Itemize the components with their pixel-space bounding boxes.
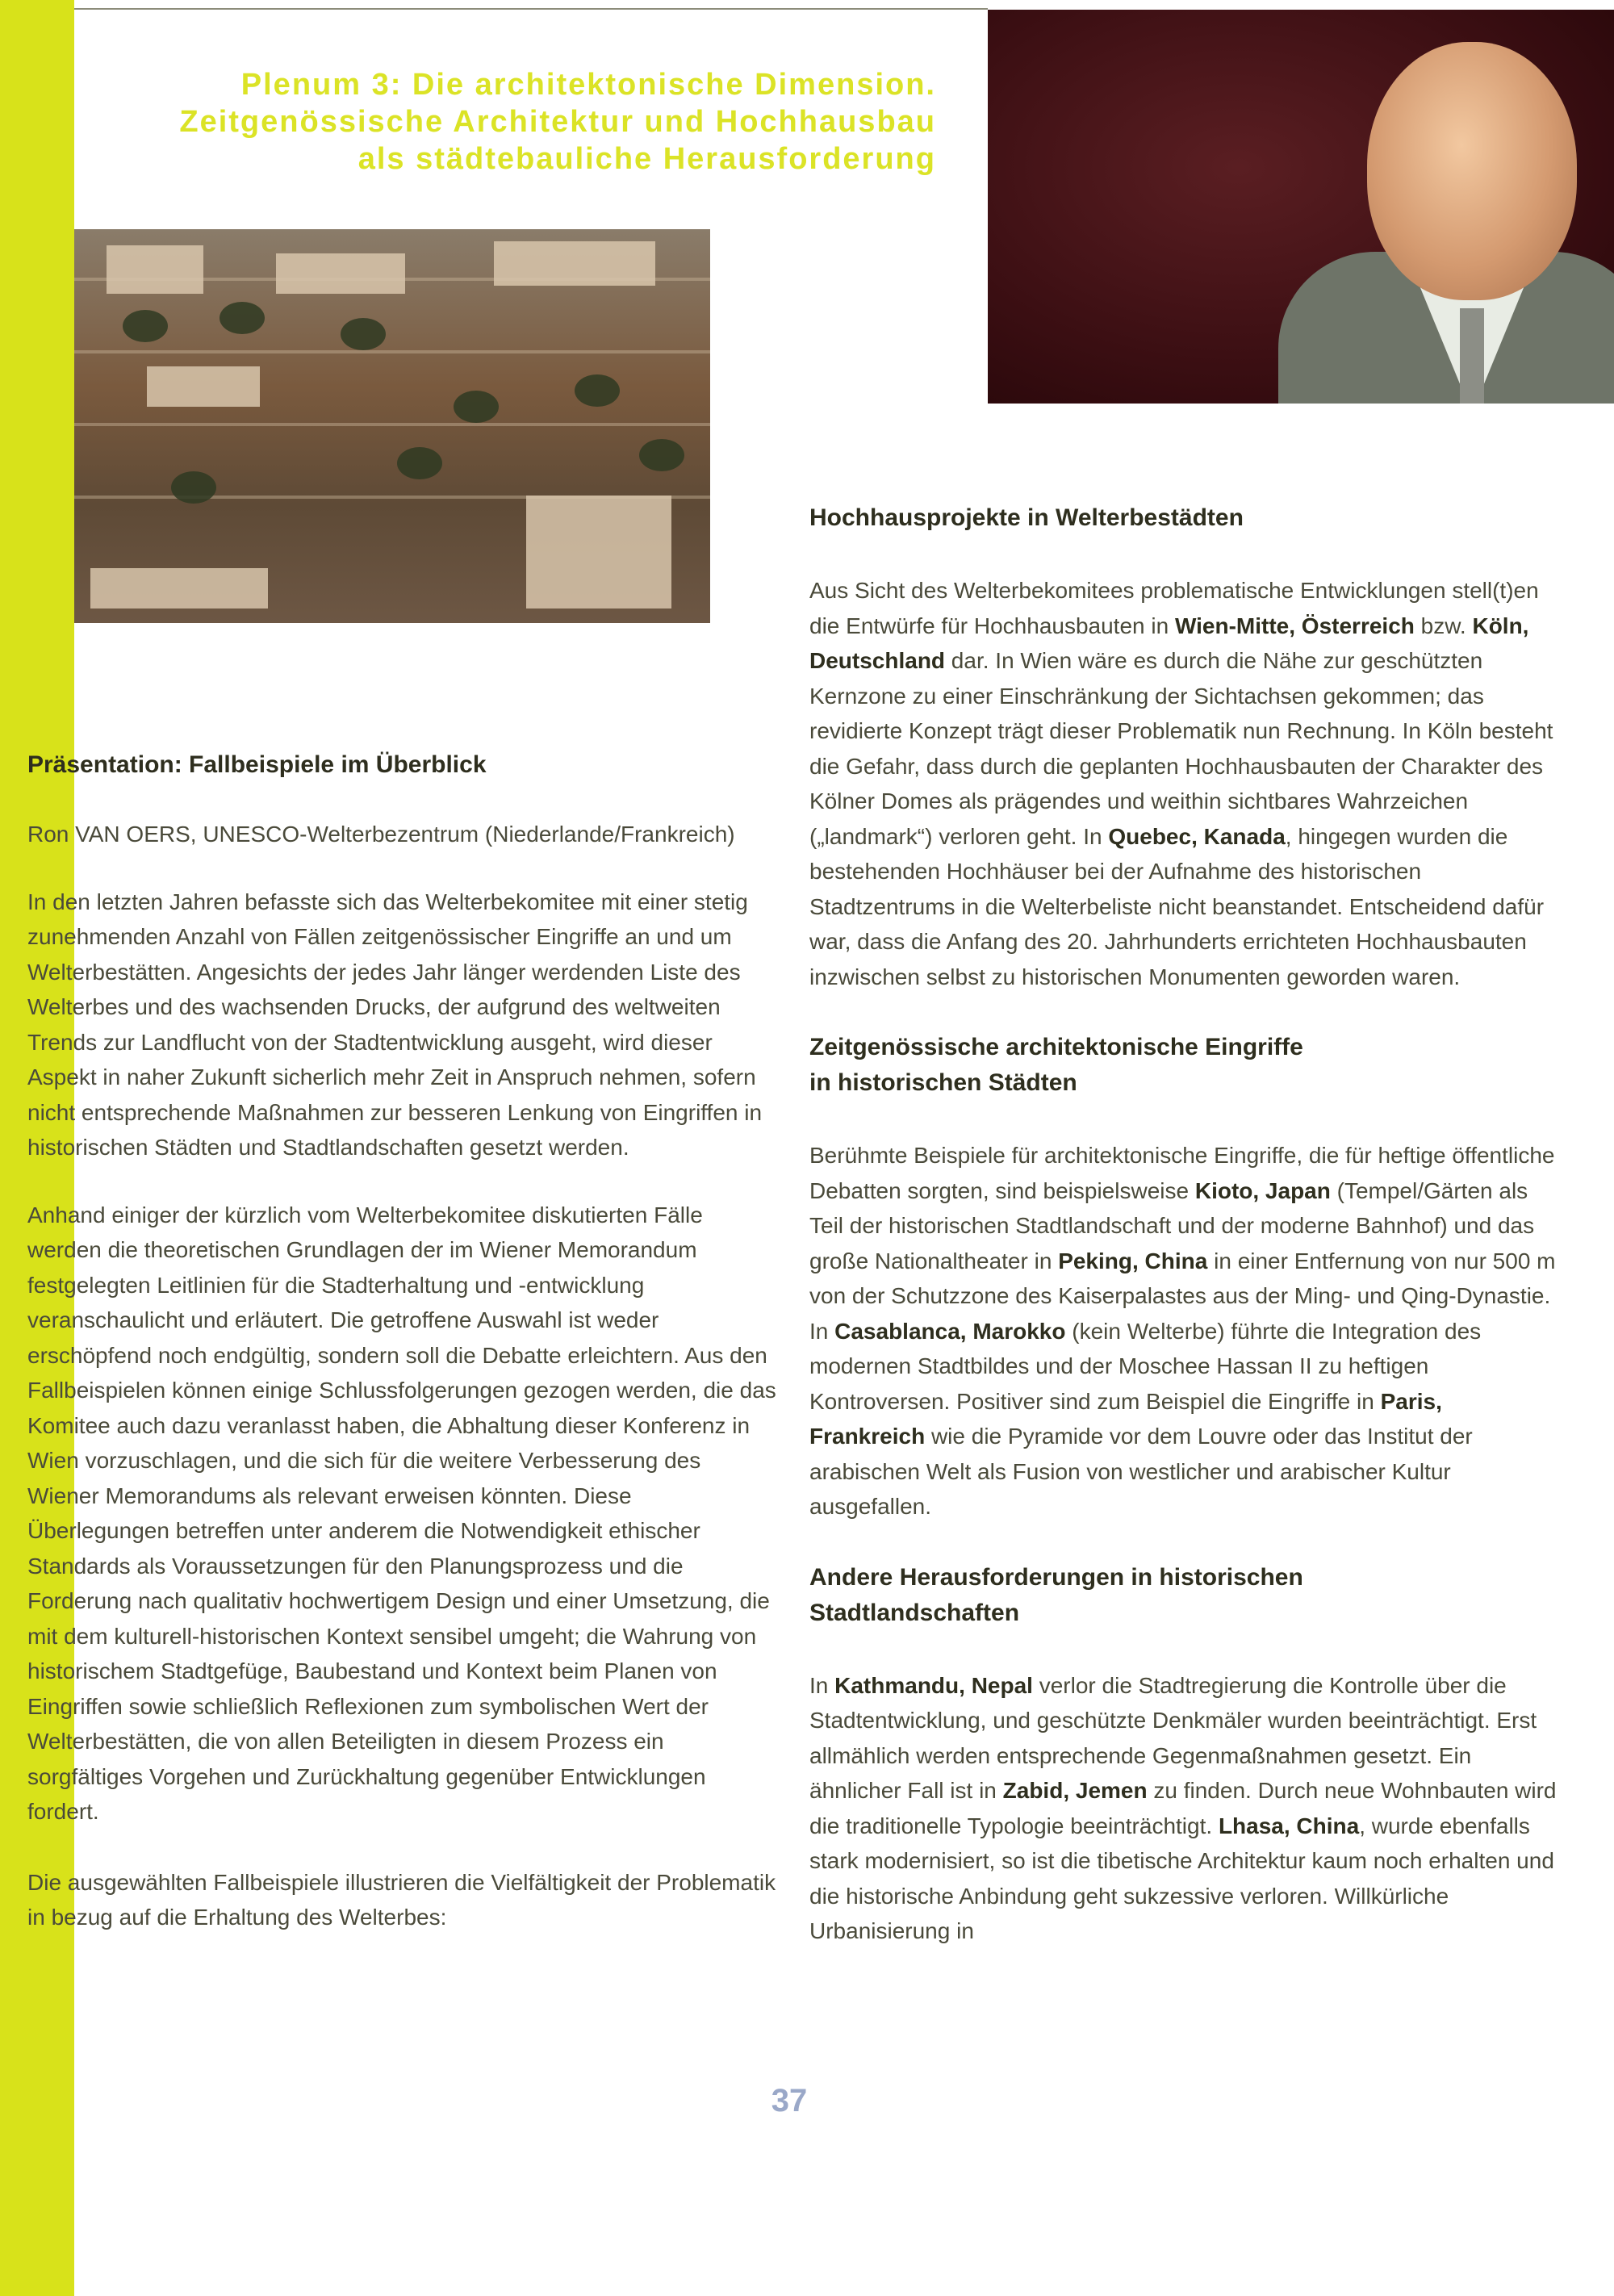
paragraph-interventions: Berühmte Beispiele für architektonische Eingriffe, die für heftige öffentliche Debatten sorgten, sind beispielsweise Kioto, Japan (Tempel/Gärten als Teil der historischen Stadtlandschaft und der moderne Bahnhof) und das große Nationaltheater in Peking, China in einer Entfernung von nur 500 m von der Schutzzone des Kaiserpalastes aus der Ming- und Qing-Dynastie. In Casablanca, Marokko (kein Welterbe) führte die Integration des modernen Stadtbildes und der Moschee Hassan II zu heftigen Kontroversen. Positiver sind zum Beispiel die Eingriffe in Paris, Frankreich wie die Pyramide vor dem Louvre oder das Institut der arabischen Welt als Fusion von westlicher und arabischer Kultur ausgefallen. — [809, 1143, 1556, 1519]
title-line-3: als städtebauliche Herausforderung — [358, 142, 936, 176]
page-number: 37 — [771, 2083, 808, 2118]
paragraph-intro: In den letzten Jahren befasste sich das Welterbekomitee mit einer stetig zunehmenden Anzahl von Fällen zeitgenössischer Eingriffe an und um Welterbestätten. Angesichts der jedes Jahr länger werdenden Liste des Welterbes und des wachsenden Drucks, der aufgrund des weltweiten Trends zur Landflucht von der Stadtentwicklung ausgeht, wird dieser Aspekt in naher Zukunft sicherlich mehr Zeit in Anspruch nehmen, sofern nicht entsprechende Maßnahmen zur besseren Lenkung von Eingriffen in historischen Städten und Stadtlandschaften gesetzt werden. — [27, 889, 763, 1160]
section-heading-interventions: Zeitgenössische architektonische Eingriffe in historischen Städten — [809, 1034, 1303, 1096]
paragraph-examples: Die ausgewählten Fallbeispiele illustrieren die Vielfältigkeit der Problematik in bezug auf die Erhaltung des Welterbes: — [27, 1869, 776, 1930]
paragraph-challenges: In Kathmandu, Nepal verlor die Stadtregierung die Kontrolle über die Stadtentwicklung, und geschützte Denkmäler wurden beeinträchtigt. Erst allmählich werden entsprechende Gegenmaßnahmen gesetzt. Ein ähnlicher Fall ist in Zabid, Jemen zu finden. Durch neue Wohnbauten wird die traditionelle Typologie beeinträchtigt. Lhasa, China, wurde ebenfalls stark modernisiert, so ist die tibetische Architektur kaum noch erhalten und die historische Anbindung geht sukzessive verloren. Willkürliche Urbanisierung in — [809, 1672, 1557, 1943]
left-column — [27, 747, 778, 1935]
section-heading-challenges: Andere Herausforderungen in historischen Stadtlandschaften — [809, 1563, 1303, 1626]
town-photo — [74, 229, 710, 623]
right-column — [809, 500, 1560, 1949]
paragraph-highrise: Aus Sicht des Welterbekomitees problematische Entwicklungen stell(t)en die Entwürfe für Hochhausbauten in Wien-Mitte, Österreich bzw. Köln, Deutschland dar. In Wien wäre es durch die Nähe zur geschützten Kernzone zu einer Einschränkung der Sichtachsen gekommen; das revidierte Konzept trägt dieser Problematik nun Rechnung. In Köln besteht die Gefahr, dass durch die geplanten Hochhausbauten der Charakter des Kölner Domes als prägendes und weithin sichtbares Wahrzeichen („landmark“) verloren geht. In Quebec, Kanada, hingegen wurden die bestehenden Hochhäuser bei der Aufnahme des historischen Stadtzentrums in die Welterbeliste nicht beanstandet. Entscheidend dafür war, dass die Anfang des 20. Jahrhunderts errichteten Hochhausbauten inzwischen selbst zu historischen Monumenten geworden waren. — [809, 578, 1553, 989]
top-rule — [74, 8, 988, 10]
title-line-1: Plenum 3: Die architektonische Dimension. — [240, 68, 936, 102]
title-line-2: Zeitgenössische Architektur und Hochhausbau — [179, 105, 936, 139]
section-heading-presentation: Präsentation: Fallbeispiele im Überblick — [27, 751, 487, 778]
section-heading-highrise: Hochhausprojekte in Welterbestädten — [809, 504, 1244, 531]
paragraph-memorandum: Anhand einiger der kürzlich vom Welterbekomitee diskutierten Fälle werden die theoretischen Grundlagen der im Wiener Memorandum festgelegten Leitlinien für die Stadterhaltung und -entwicklung veranschaulicht und erläutert. Die getroffene Auswahl ist weder erschöpfend noch endgültig, sondern soll die Debatte erleichtern. Aus den Fallbeispielen können einige Schlussfolgerungen gezogen werden, die das Komitee auch dazu veranlasst haben, die Abhaltung dieser Konferenz in Wien vorzuschlagen, und die sich für die weitere Verbesserung des Wiener Memorandums als relevant erweisen könnten. Diese Überlegungen betreffen unter anderem die Notwendigkeit ethischer Standards als Voraussetzungen für den Planungsprozess und die Forderung nach qualitativ hochwertigem Design und einer Umsetzung, die mit dem kulturell-historischen Kontext sensibel umgeht; die Wahrung von historischem Stadtgefüge, Baubestand und Kontext beim Planen von Eingriffen sowie schließlich Reflexionen zum symbolischen Wert der Welterbestätten, die von allen Beteiligten in diesem Prozess ein sorgfältiges Vorgehen und Zurückhaltung gegenüber Entwicklungen fordert. — [27, 1202, 776, 1824]
author-line: Ron VAN OERS, UNESCO-Welterbezentrum (Niederlande/Frankreich) — [27, 822, 735, 847]
page-title — [81, 66, 936, 178]
speaker-photo — [988, 10, 1614, 404]
